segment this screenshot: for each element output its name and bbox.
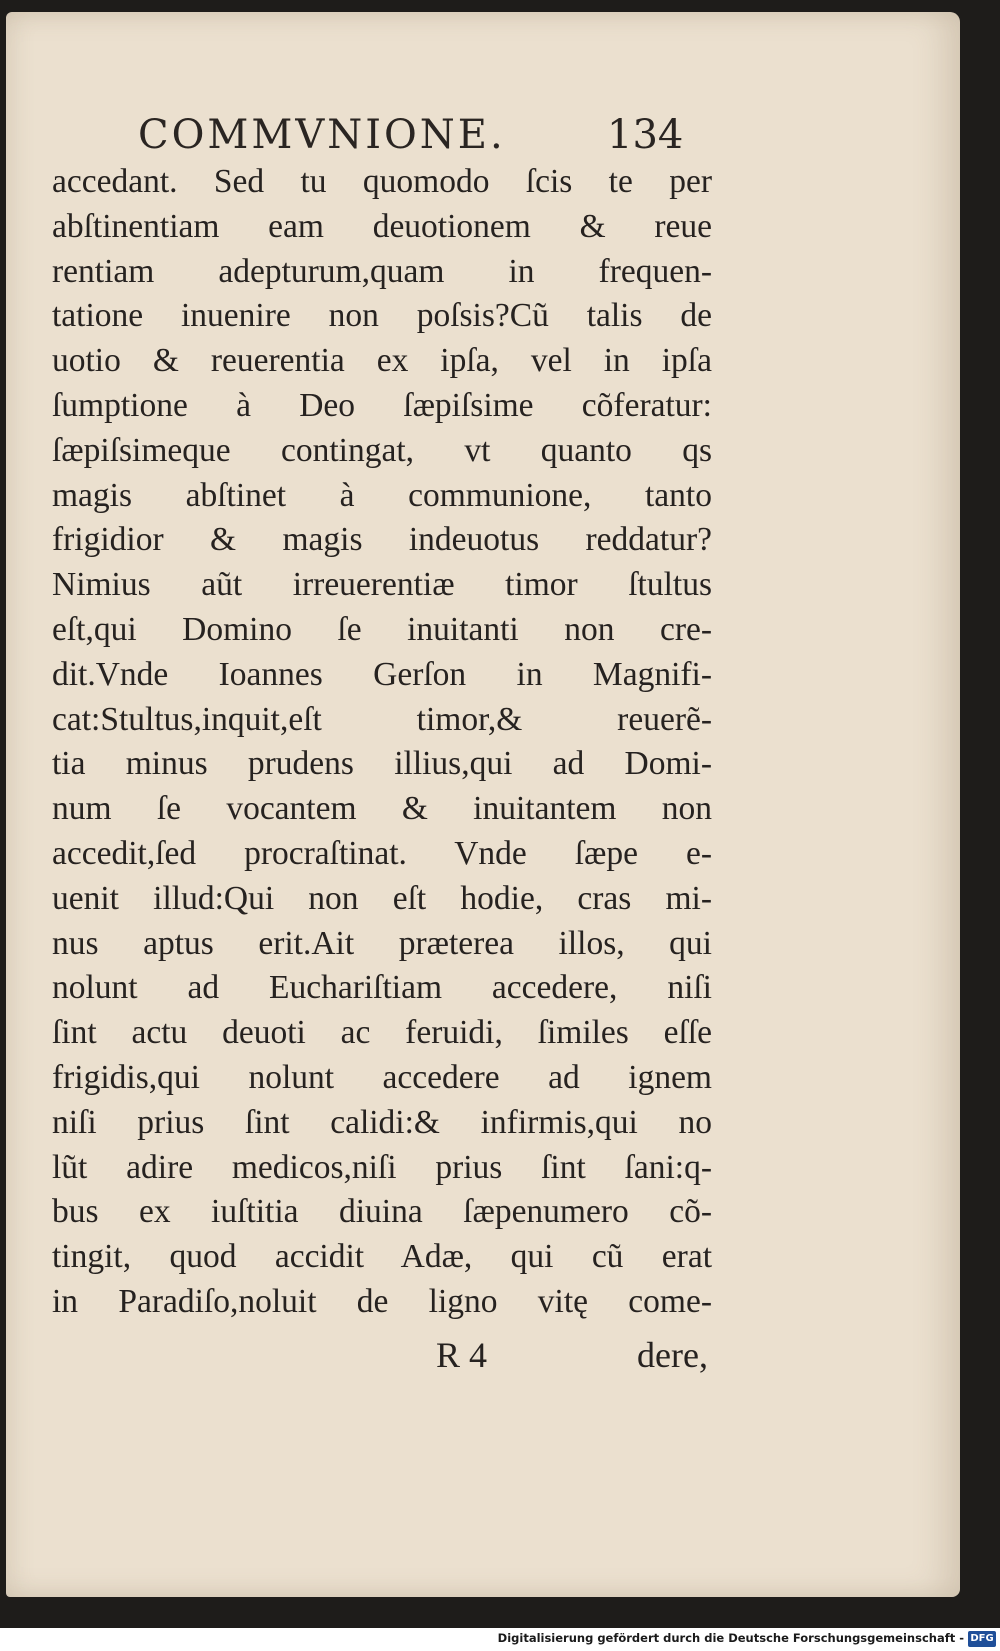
text-line: accedit,ſed procraſtinat. Vnde ſæpe e- [52,834,712,872]
text-line: rentiam adepturum,quam in frequen- [52,252,712,290]
text-line: nolunt ad Euchariſtiam accedere, niſi [52,969,712,1007]
text-line: num ſe vocantem & inuitantem non [52,790,712,828]
text-line: ſæpiſsimeque contingat, vt quanto qs [52,431,712,469]
funding-credit: Digitalisierung gefördert durch die Deutsche Forschungsgemeinschaft - [497,1631,964,1645]
text-line: ſumptione à Deo ſæpiſsime cõferatur: [52,386,712,424]
book-page [6,12,960,1597]
text-line: magis abſtinet à communione, tanto [52,476,712,514]
text-line: frigidior & magis indeuotus reddatur? [52,521,712,559]
text-line: abſtinentiam eam deuotionem & reue [52,207,712,245]
text-line: bus ex iuſtitia diuina ſæpenumero cõ- [52,1193,712,1231]
text-line: tingit, quod accidit Adæ, qui cũ erat [52,1238,712,1276]
catchword: dere, [637,1335,708,1375]
text-line: dit.Vnde Ioannes Gerſon in Magnifi- [52,655,712,693]
text-line: in Paradiſo,noluit de ligno vitę come- [52,1282,712,1320]
text-line: nus aptus erit.Ait præterea illos, qui [52,924,712,962]
catchline [436,1334,708,1384]
text-line: uenit illud:Qui non eſt hodie, cras mi- [52,879,712,917]
text-line: cat:Stultus,inquit,eſt timor,& reuerẽ- [52,700,712,738]
text-line: Nimius aũt irreuerentiæ timor ſtultus [52,566,712,604]
text-line: tatione inuenire non poſsis?Cũ talis de [52,297,712,335]
dfg-logo-icon: DFG [968,1631,996,1647]
text-line: eſt,qui Domino ſe inuitanti non cre- [52,610,712,648]
page-number: 134 [607,112,684,158]
text-line: ſint actu deuoti ac feruidi, ſimiles eſſe [52,1014,712,1052]
text-line: uotio & reuerentia ex ipſa, vel in ipſa [52,342,712,380]
running-head-title: COMMVNIONE. [138,112,506,158]
footer-bar [0,1628,1000,1651]
text-line: tia minus prudens illius,qui ad Domi- [52,745,712,783]
text-line: frigidis,qui nolunt accedere ad ignem [52,1058,712,1096]
text-line: niſi prius ſint calidi:& infirmis,qui no [52,1103,712,1141]
body-text [52,160,712,1325]
text-line: accedant. Sed tu quomodo ſcis te per [52,163,712,200]
text-line: lũt adire medicos,niſi prius ſint ſani:q- [52,1148,712,1186]
signature-mark: R 4 [436,1335,488,1375]
